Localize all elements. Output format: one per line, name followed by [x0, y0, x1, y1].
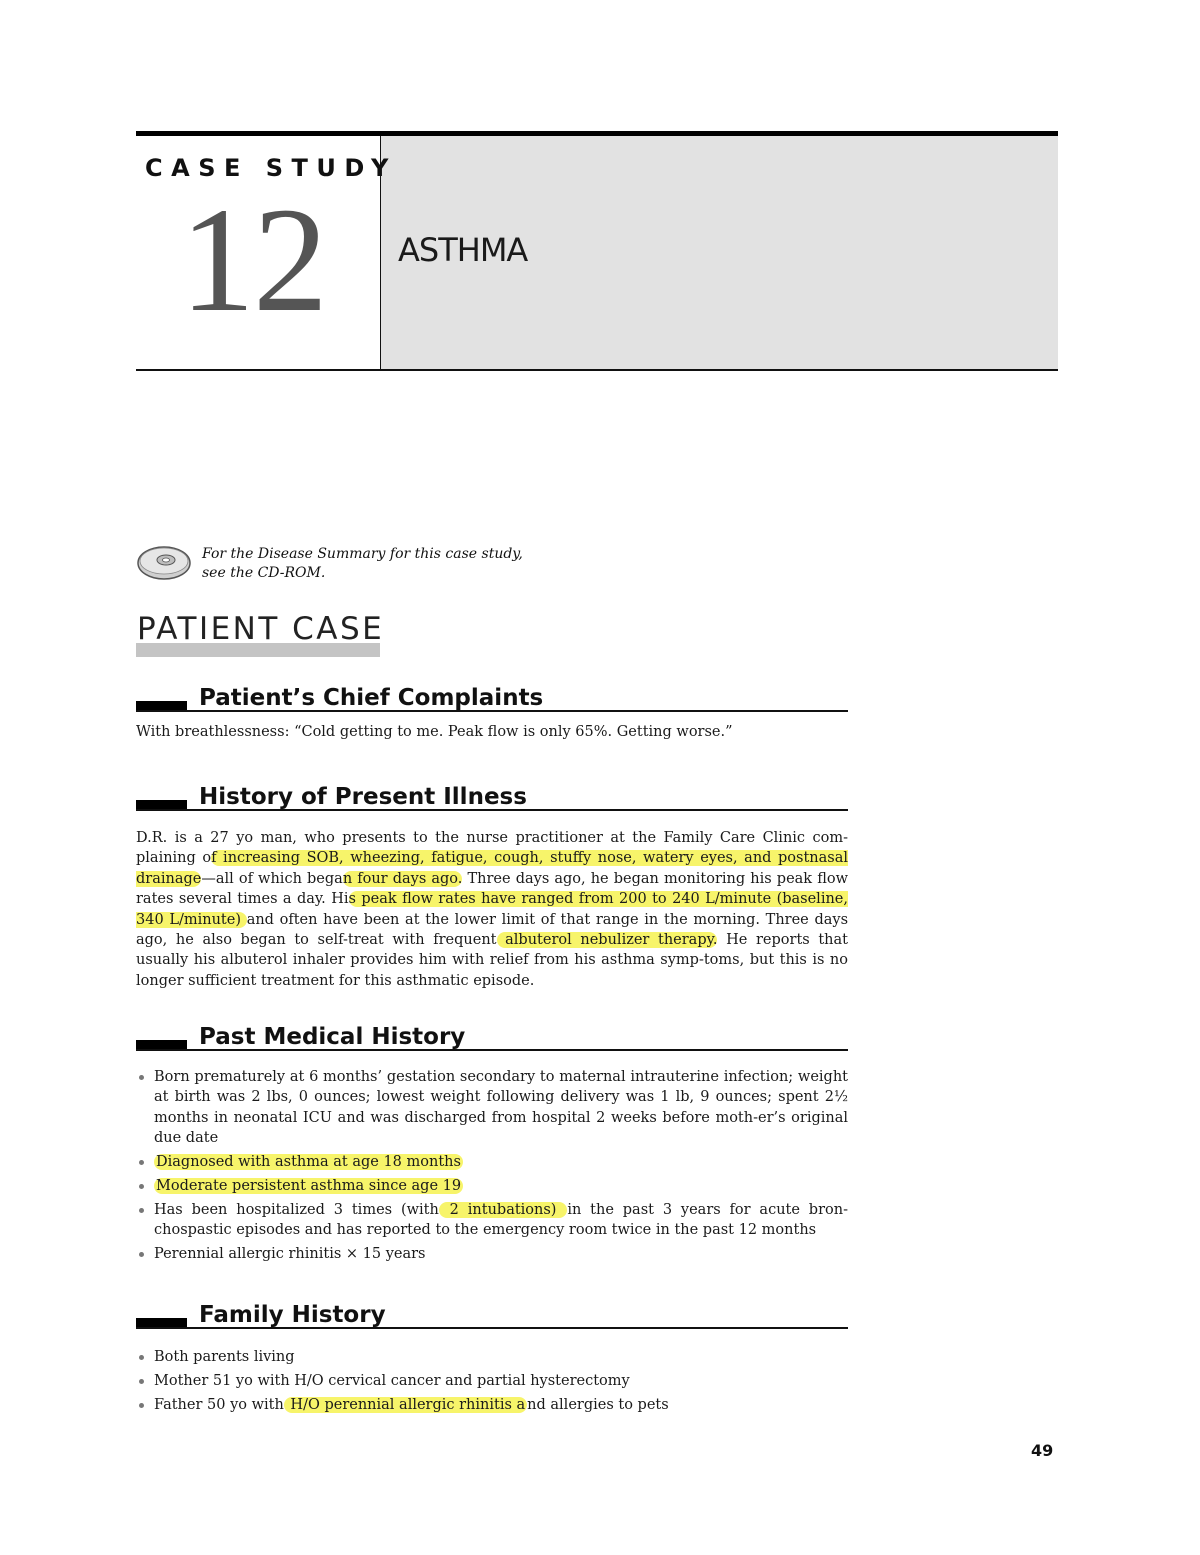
highlighted-text: Moderate persistent asthma since age 19	[156, 1178, 462, 1195]
page-number: 49	[1031, 1441, 1054, 1460]
list-item: Born prematurely at 6 months’ gestation secondary to maternal intrauterine infection; weight at birth was 2 lbs, 0 ounces; lowest weight following delivery was 1 lb, 9 ounces; spent 2½ months in neonatal ICU and was discharged from hospital 2 weeks before moth-er’s original due date	[136, 1067, 848, 1149]
highlighted-text: f increasing SOB, wheezing, fatigue, cough, stuffy nose, watery eyes, and postnasal drainage	[136, 850, 848, 887]
section-header	[136, 685, 848, 718]
list-item	[136, 1176, 848, 1196]
cd-note-line-1: For the Disease Summary for this case study,	[202, 546, 523, 562]
cd-rom-icon	[136, 545, 192, 581]
highlighted-text: s peak flow rates have ranged from 200 to 240 L/minute (baseline, 340 L/minute)	[136, 891, 848, 928]
present-illness-paragraph	[136, 828, 848, 991]
text-run: nd allergies to pets	[527, 1396, 669, 1413]
text-run: Has been hospitalized 3 times (with	[154, 1201, 439, 1218]
section-chief-complaints	[136, 685, 848, 742]
chief-complaints-text: With breathlessness: “Cold getting to me. Peak flow is only 65%. Getting worse.”	[136, 724, 733, 740]
text-run: Three days ago, he began monitoring his peak flow rates several times a day. Hi	[136, 870, 849, 908]
cd-rom-note	[202, 545, 602, 583]
section-header	[136, 784, 848, 817]
text-run: He reports that usually his albuterol inhaler provides him with relief from his asthma symp-toms, but this is no longer sufficient treatment for this asthmatic episode.	[136, 932, 848, 989]
case-title: ASTHMA	[398, 231, 528, 269]
text-run: D.R. is a 27 yo man, who presents to the nurse practitioner at the Family Care Clinic com-plaining o	[136, 830, 848, 867]
cd-note-line-2: see the CD-ROM.	[202, 565, 326, 581]
text-run: —all of which bega	[201, 870, 343, 887]
section-header	[136, 1024, 848, 1057]
section-title: Family History	[199, 1302, 386, 1328]
list-item: Both parents living	[136, 1347, 848, 1367]
section-family-history	[136, 1302, 848, 1419]
case-number: 12	[180, 177, 326, 343]
patient-case-heading: PATIENT CASE	[137, 611, 385, 647]
list-item	[136, 1200, 848, 1241]
list-item	[136, 1395, 848, 1415]
case-study-label: CASE STUDY	[145, 154, 397, 182]
highlighted-text: albuterol nebulizer therapy.	[496, 932, 718, 949]
section-present-illness	[136, 784, 849, 991]
section-title: Past Medical History	[199, 1024, 466, 1050]
highlighted-text: 2 intubations)	[440, 1201, 566, 1218]
highlighted-text: H/O perennial allergic rhinitis a	[285, 1396, 526, 1413]
highlighted-text: Diagnosed with asthma at age 18 months	[156, 1154, 461, 1171]
section-header	[136, 1302, 848, 1335]
list-item: Perennial allergic rhinitis × 15 years	[136, 1244, 848, 1264]
text-run: Father 50 yo with	[154, 1396, 284, 1413]
section-title: History of Present Illness	[199, 784, 527, 810]
list-item	[136, 1152, 848, 1172]
section-title: Patient’s Chief Complaints	[199, 685, 544, 711]
highlighted-text: n four days ago.	[342, 870, 463, 887]
past-medical-list	[136, 1067, 848, 1265]
text-run: in the past 3 years for acute bron-chospastic episodes and has reported to the emergency room twice in the past 12 months	[154, 1201, 848, 1239]
family-history-list	[136, 1347, 848, 1415]
header-bottom-rule	[136, 369, 1058, 371]
text-run: and often have been at the lower limit of that range in the morning. Three days ago, he also began to self-treat with frequent	[136, 911, 849, 949]
list-item: Mother 51 yo with H/O cervical cancer and partial hysterectomy	[136, 1371, 848, 1391]
section-past-medical-history	[136, 1024, 848, 1268]
